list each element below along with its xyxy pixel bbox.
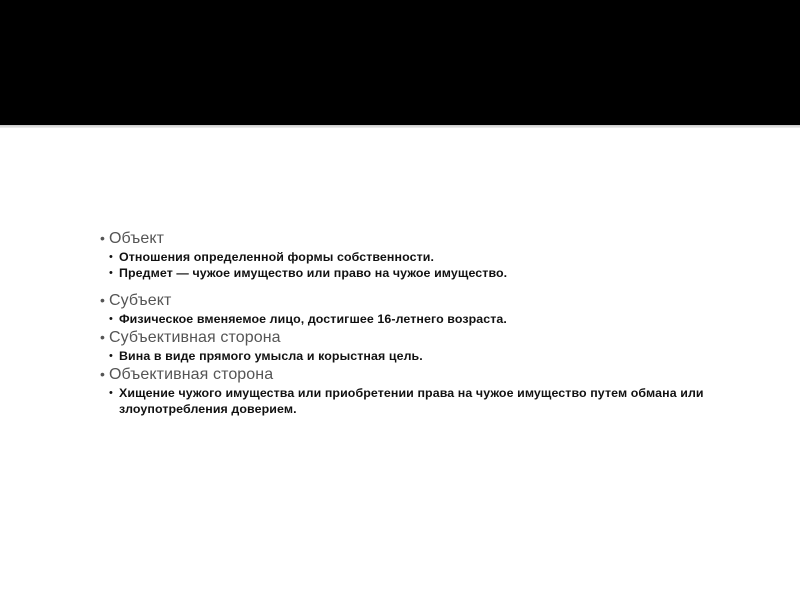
list-item-text: Хищение чужого имущества или приобретении права на чужое имущество путем обмана или злоупотребления доверием. [119, 386, 704, 416]
section-spacer [100, 281, 760, 290]
bullet-icon: • [100, 366, 106, 382]
list-item-text: Вина в виде прямого умысла и корыстная цель. [119, 349, 423, 363]
bullet-icon: • [109, 267, 113, 279]
section-heading [100, 290, 760, 311]
section-objective-side [100, 364, 760, 417]
bullet-icon: • [100, 329, 106, 345]
list-item [100, 311, 760, 327]
section-heading-text: Объект [109, 230, 165, 247]
bullet-icon: • [109, 251, 113, 263]
list-item-text: Предмет — чужое имущество или право на чужое имущество. [119, 266, 508, 280]
bullet-icon: • [100, 230, 106, 246]
section-heading-text: Субъект [109, 292, 172, 309]
section-subject [100, 290, 760, 327]
bullet-icon: • [109, 313, 113, 325]
header-divider [0, 125, 800, 128]
slide-title-band [0, 0, 800, 125]
list-item [100, 348, 760, 364]
list-item [100, 385, 760, 417]
list-item [100, 249, 760, 265]
section-subjective-side [100, 327, 760, 364]
bullet-icon: • [109, 350, 113, 362]
section-heading [100, 228, 760, 249]
list-item-text: Отношения определенной формы собственности. [119, 250, 435, 264]
bullet-icon: • [109, 387, 113, 399]
bullet-icon: • [100, 292, 106, 308]
section-object [100, 228, 760, 281]
list-item [100, 265, 760, 281]
section-heading-text: Объективная сторона [109, 366, 274, 383]
section-heading [100, 364, 760, 385]
section-heading-text: Субъективная сторона [109, 329, 281, 346]
slide-body [100, 228, 760, 417]
list-item-text: Физическое вменяемое лицо, достигшее 16-летнего возраста. [119, 312, 507, 326]
section-heading [100, 327, 760, 348]
